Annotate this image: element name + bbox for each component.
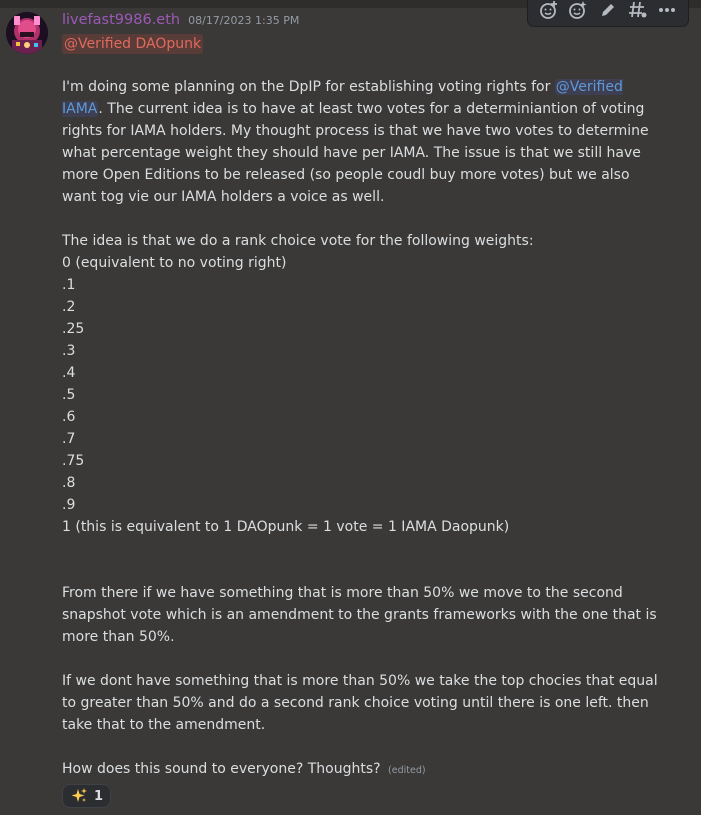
add-reaction-icon [539, 0, 559, 20]
role-mention-verified-iama[interactable]: @Verified IAMA [62, 79, 623, 117]
paragraph-closing [62, 758, 662, 782]
message-actions-toolbar [528, 0, 688, 26]
closing-text: How does this sound to everyone? Thoughts? [62, 761, 381, 777]
username[interactable]: livefast9986.eth [62, 12, 181, 28]
weight-item: .6 [62, 409, 76, 425]
weight-item: .1 [62, 277, 76, 293]
weights-intro: The idea is that we do a rank choice vote for the following weights: [62, 233, 534, 249]
weight-item: 1 (this is equivalent to 1 DAOpunk = 1 vote = 1 IAMA Daopunk) [62, 519, 510, 535]
avatar[interactable] [6, 12, 48, 54]
edit-button[interactable] [596, 0, 620, 22]
weight-item: .7 [62, 431, 76, 447]
weights-list [62, 252, 662, 538]
paragraph-text: . The current idea is to have at least two votes for a determiniantion of voting rights for IAMA holders. My thought process is that we have two votes to determine what percentage weight they should have per IAMA. The issue is that we still have more Open Editions to be released (so people coudl buy more votes) but we also want tog vie our IAMA holders a voice as well. [62, 101, 649, 205]
weight-item: .3 [62, 343, 76, 359]
super-reaction-icon [568, 0, 588, 20]
reaction-sparkles[interactable] [62, 784, 111, 808]
more-dots-icon [658, 1, 676, 19]
weight-item: .9 [62, 497, 76, 513]
weight-item: .5 [62, 387, 76, 403]
edited-label[interactable]: (edited) [388, 765, 426, 776]
paragraph-text: I'm doing some planning on the DpIP for establishing voting rights for [62, 79, 555, 95]
create-thread-button[interactable] [626, 0, 650, 22]
message-content [62, 76, 662, 782]
weight-item: .4 [62, 365, 76, 381]
weight-item: .2 [62, 299, 76, 315]
avatar-image [6, 12, 48, 54]
sparkles-icon [70, 787, 88, 805]
weight-item: 0 (equivalent to no voting right) [62, 255, 287, 271]
pencil-icon [599, 1, 617, 19]
weight-item: .25 [62, 321, 85, 337]
timestamp[interactable]: 08/17/2023 1:35 PM [188, 14, 300, 27]
weight-item: .75 [62, 453, 85, 469]
super-reaction-button[interactable] [566, 0, 590, 22]
reaction-count: 1 [94, 788, 104, 804]
add-reaction-button[interactable] [537, 0, 561, 22]
role-mention-verified-daopunk[interactable]: @Verified DAOpunk [64, 36, 202, 52]
more-options-button[interactable] [655, 0, 679, 22]
thread-icon [628, 0, 648, 20]
message-header [62, 12, 299, 32]
paragraph-snapshot: From there if we have something that is more than 50% we move to the second snapshot vote which is an amendment to the grants frameworks with the one that is more than 50%. [62, 585, 657, 645]
paragraph-fallback: If we dont have something that is more than 50% we take the top chocies that equal to greater than 50% and do a second rank choice voting until there is one left. then take that to the amendment. [62, 673, 658, 733]
paragraph-intro [62, 76, 662, 208]
weight-item: .8 [62, 475, 76, 491]
